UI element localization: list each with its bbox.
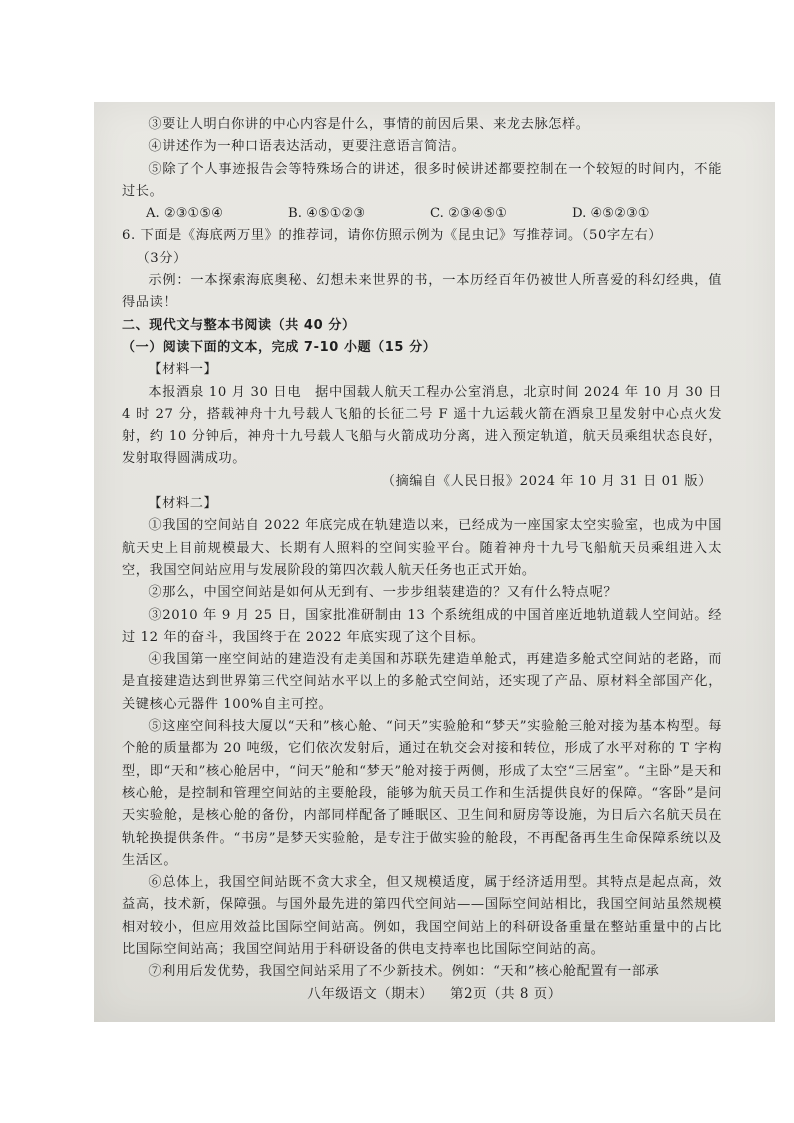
material-2-paragraph-7: ⑦利用后发优势，我国空间站采用了不少新技术。例如：“天和”核心舱配置有一部承 xyxy=(148,964,660,980)
section-2-title: 二、现代文与整本书阅读（共 40 分） xyxy=(122,317,356,333)
material-2-paragraph-1: ①我国的空间站自 2022 年底完成在轨建造以来，已经成为一座国家太空实验室，也成为中国航天史上目前规模最大、长期有人照料的空间实验平台。随着神舟十九号飞船航天员乘组进入太空，我国空间站应用与发展阶段的第四次载人航天任务也正式开始。 xyxy=(122,518,722,578)
option-c: C. ②③④⑤① xyxy=(430,206,508,222)
section-2-sub1: （一）阅读下面的文本，完成 7-10 小题（15 分） xyxy=(122,339,437,355)
material-2-paragraph-6: ⑥总体上，我国空间站既不贪大求全，但又规模适度，属于经济适用型。其特点是起点高，效益高，技术新，保障强。与国外最先进的第四代空间站——国际空间站相比，我国空间站虽然规模相对较小，但应用效益比国际空间站高。例如，我国空间站上的科研设备重量在整站重量中的占比比国际空间站高；我国空间站用于科研设备的供电支持率也比国际空间站的高。 xyxy=(122,875,722,957)
material-2-paragraph-3: ③2010 年 9 月 25 日，国家批准研制由 13 个系统组成的中国首座近地轨道载人空间站。经过 12 年的奋斗，我国终于在 2022 年底实现了这个目标。 xyxy=(122,607,722,645)
question-6-stem: 6. 下面是《海底两万里》的推荐词，请你仿照示例为《昆虫记》写推荐词。（50字左右） xyxy=(122,228,663,244)
paragraph-3: ③要让人明白你讲的中心内容是什么，事情的前因后果、来龙去脉怎样。 xyxy=(148,117,590,132)
material-1-source: （摘编自《人民日报》2024 年 10 月 31 日 01 版） xyxy=(381,473,712,489)
material-2-label: 【材料二】 xyxy=(148,496,218,512)
paragraph-4: ④讲述作为一种口语表达活动，更要注意语言简洁。 xyxy=(148,139,466,155)
footer-subject: 八年级语文（期末） xyxy=(307,986,434,1002)
option-a: A. ②③①⑤④ xyxy=(146,206,224,222)
question-6-example: 示例：一本探索海底奥秘、幻想未来世界的书，一本历经百年仍被世人所喜爱的科幻经典，值得品读！ xyxy=(122,273,722,311)
material-2-paragraph-5: ⑤这座空间科技大厦以“天和”核心舱、“问天”实验舱和“梦天”实验舱三舱对接为基本构型。每个舱的质量都为 20 吨级，它们依次发射后，通过在轨交会对接和转位，形成了水平对称的 T 字构型，即“天和”核心舱居中，“问天”舱和“梦天”舱对接于两侧，形成了太空“三居室”。“主卧”是天和核心舱，是控制和管理空间站的主要舱段，能够为航天员工作和生活提供良好的保障。“客卧”是问天实验舱，是核心舱的备份，内部同样配备了睡眠区、卫生间和厨房等设施，为日后六名航天员在轨轮换提供条件。“书房”是梦天实验舱，是专注于做实验的舱段，不再配备再生生命保障系统以及生活区。 xyxy=(122,719,722,868)
option-b: B. ④⑤①②③ xyxy=(288,206,366,222)
page-footer xyxy=(94,982,775,1002)
paragraph-5: ⑤除了个人事迹报告会等特殊场合的讲述，很多时候讲述都要控制在一个较短的时间内，不能过长。 xyxy=(122,161,722,199)
material-1-label: 【材料一】 xyxy=(148,362,218,378)
page-content xyxy=(122,114,722,984)
material-1-text: 本报酒泉 10 月 30 日电 据中国载人航天工程办公室消息，北京时间 2024 年 10 月 30 日 4 时 27 分，搭载神舟十九号载人飞船的长征二号 F 遥十九运载火箭在酒泉卫星发射中心点火发射，约 10 分钟后，神舟十九号载人飞船与火箭成功分离，进入预定轨道，航天员乘组状态良好，发射取得圆满成功。 xyxy=(122,384,722,467)
question-6-score: （3分） xyxy=(136,250,187,266)
scanned-page xyxy=(94,102,775,1022)
footer-page-number: 第2页（共 8 页） xyxy=(450,986,562,1002)
material-2-paragraph-4: ④我国第一座空间站的建造没有走美国和苏联先建造单舱式，再建造多舱式空间站的老路，而是直接建造达到世界第三代空间站水平以上的多舱式空间站，还实现了产品、原材料全部国产化，关键核心元器件 100%自主可控。 xyxy=(122,652,722,712)
answer-options xyxy=(122,203,722,225)
option-d: D. ④⑤②③① xyxy=(572,206,650,222)
material-2-paragraph-2: ②那么，中国空间站是如何从无到有、一步步组装建造的？又有什么特点呢？ xyxy=(148,585,618,601)
